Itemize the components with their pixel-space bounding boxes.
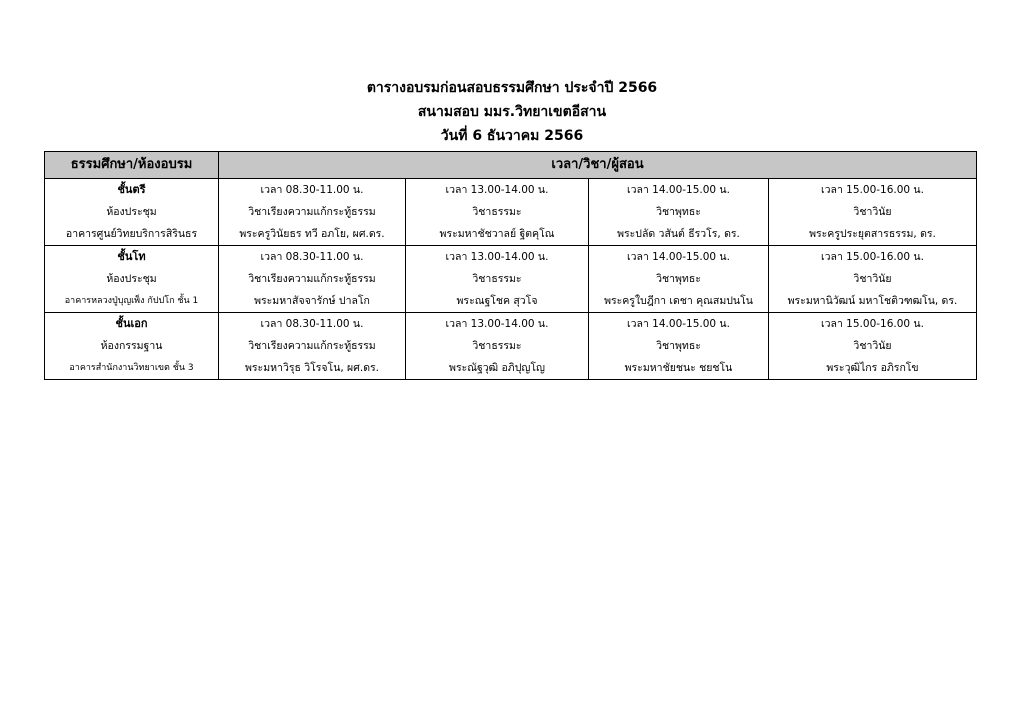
table-header-row	[45, 152, 977, 179]
room-name: ห้องประชุม	[106, 273, 157, 285]
session-time: เวลา 14.00-15.00 น.	[627, 251, 730, 263]
session-cell	[589, 313, 769, 380]
table-row	[45, 246, 977, 313]
session-subject: วิชาธรรมะ	[472, 206, 522, 218]
level-cell	[45, 179, 219, 246]
session-subject: วิชาธรรมะ	[472, 273, 522, 285]
session-teacher: พระปลัด วสันต์ ธีรวโร, ดร.	[617, 228, 740, 240]
session-subject: วิชาวินัย	[853, 206, 892, 218]
document-subtitle-venue: สนามสอบ มมร.วิทยาเขตอีสาน	[417, 104, 607, 120]
document-header	[0, 76, 1024, 148]
building-name: อาคารศูนย์วิทยบริการสิรินธร	[65, 228, 198, 240]
session-teacher: พระณัฐวุฒิ อภิปุญโญ	[449, 362, 545, 374]
session-teacher: พระครูประยุตสารธรรม, ดร.	[809, 228, 936, 240]
session-teacher: พระครูวินัยธร ทวี อภโย, ผศ.ดร.	[239, 228, 385, 240]
session-cell	[406, 179, 589, 246]
session-teacher: พระมหานิวัฒน์ มหาโชติวฑฒโน, ดร.	[787, 295, 958, 307]
session-teacher: พระมหาชัชวาลย์ ฐิตคุโณ	[439, 228, 555, 240]
session-cell	[769, 179, 977, 246]
session-subject: วิชาพุทธะ	[656, 340, 701, 352]
building-name: อาคารสำนักงานวิทยาเขต ชั้น 3	[69, 363, 194, 373]
session-cell	[219, 313, 406, 380]
session-time: เวลา 15.00-16.00 น.	[821, 251, 924, 263]
session-cell	[589, 179, 769, 246]
session-subject: วิชาเรียงความแก้กระทู้ธรรม	[248, 340, 376, 352]
session-time: เวลา 13.00-14.00 น.	[445, 318, 549, 330]
session-subject: วิชาพุทธะ	[656, 206, 701, 218]
session-teacher: พระมหาสัจจารักษ์ ปาลโก	[254, 295, 370, 307]
session-time: เวลา 15.00-16.00 น.	[821, 318, 924, 330]
session-teacher: พระวุฒิไกร อภิรกโข	[826, 362, 919, 374]
session-time: เวลา 14.00-15.00 น.	[627, 184, 730, 196]
table-row	[45, 179, 977, 246]
session-subject: วิชาธรรมะ	[472, 340, 522, 352]
session-cell	[406, 313, 589, 380]
session-teacher: พระณฐโชค สุวโจ	[456, 295, 538, 307]
session-time: เวลา 14.00-15.00 น.	[627, 318, 730, 330]
room-name: ห้องประชุม	[106, 206, 157, 218]
level-name: ชั้นโท	[117, 250, 146, 263]
document-subtitle-date: วันที่ 6 ธันวาคม 2566	[440, 128, 584, 144]
header-course-room: ธรรมศึกษา/ห้องอบรม	[45, 152, 219, 179]
session-cell	[589, 246, 769, 313]
session-subject: วิชาเรียงความแก้กระทู้ธรรม	[248, 206, 376, 218]
session-subject: วิชาเรียงความแก้กระทู้ธรรม	[248, 273, 376, 285]
session-time: เวลา 08.30-11.00 น.	[260, 318, 364, 330]
session-cell	[219, 246, 406, 313]
level-cell	[45, 313, 219, 380]
table-row	[45, 313, 977, 380]
schedule-table	[44, 151, 977, 380]
level-cell	[45, 246, 219, 313]
room-name: ห้องกรรมฐาน	[100, 340, 163, 352]
session-cell	[769, 313, 977, 380]
session-teacher: พระครูใบฎีกา เดชา คุณสมปนโน	[604, 295, 753, 307]
session-cell	[219, 179, 406, 246]
session-time: เวลา 08.30-11.00 น.	[260, 251, 364, 263]
session-cell	[769, 246, 977, 313]
session-time: เวลา 15.00-16.00 น.	[821, 184, 924, 196]
building-name: อาคารหลวงปู่บุญเพ็ง กัปปโก ชั้น 1	[64, 296, 199, 306]
session-time: เวลา 13.00-14.00 น.	[445, 251, 549, 263]
document-title: ตารางอบรมก่อนสอบธรรมศึกษา ประจำปี 2566	[366, 80, 658, 96]
level-name: ชั้นเอก	[115, 317, 148, 330]
session-time: เวลา 13.00-14.00 น.	[445, 184, 549, 196]
session-subject: วิชาวินัย	[853, 273, 892, 285]
session-teacher: พระมหาวิรุธ วิโรจโน, ผศ.ดร.	[245, 362, 379, 374]
session-cell	[406, 246, 589, 313]
session-subject: วิชาวินัย	[853, 340, 892, 352]
session-time: เวลา 08.30-11.00 น.	[260, 184, 364, 196]
level-name: ชั้นตรี	[117, 183, 146, 196]
session-teacher: พระมหาชัยชนะ ชยชโน	[624, 362, 733, 374]
header-time-subject-teacher: เวลา/วิชา/ผู้สอน	[219, 152, 977, 179]
session-subject: วิชาพุทธะ	[656, 273, 701, 285]
